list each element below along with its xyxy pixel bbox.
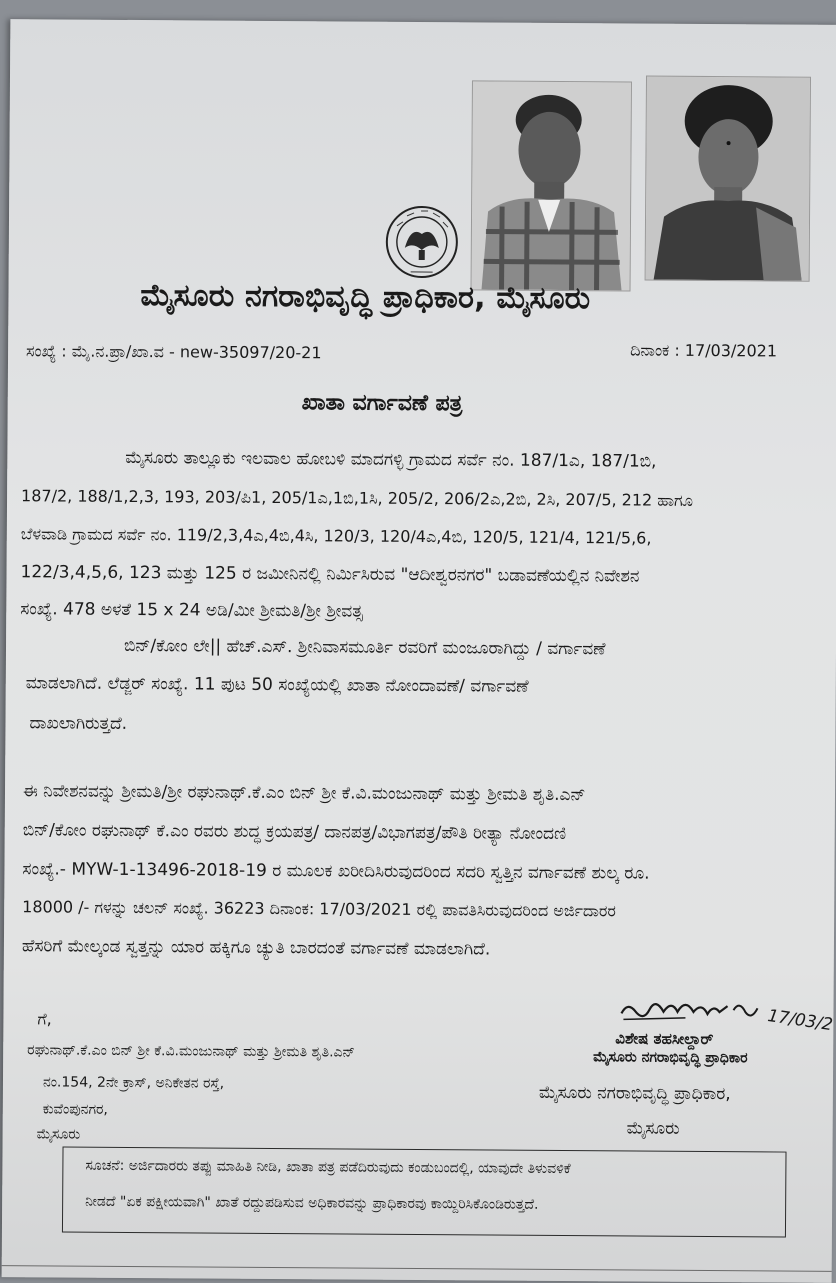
- paragraph-1-line: ಮೈಸೂರು ತಾಲ್ಲೂಕು ಇಲವಾಲ ಹೋಬಳಿ ಮಾದಗಳ್ಳಿ ಗ್ರಾಮದ ಸರ್ವೆ ನಂ. 187/1ಎ, 187/1ಬಿ,: [125, 448, 656, 472]
- paragraph-1-line: 122/3,4,5,6, 123 ಮತ್ತು 125 ರ ಜಮೀನಿನಲ್ಲಿ ನಿರ್ಮಿಸಿರುವ "ಆದೀಶ್ವರನಗರ" ಬಡಾವಣೆಯಲ್ಲಿನ ನಿವೇಶನ: [20, 562, 639, 586]
- authority-seal-emblem: [381, 204, 464, 281]
- disclaimer-note-box: [62, 1147, 787, 1238]
- document-subject: ಖಾತಾ ವರ್ಗಾವಣೆ ಪತ್ರ: [302, 390, 463, 416]
- paragraph-2-line: 18000 /- ಗಳನ್ನು ಚಲನ್ ಸಂಖ್ಯೆ. 36223 ದಿನಾಂಕ: 17/03/2021 ರಲ್ಲಿ ಪಾವತಿಸಿರುವುದರಿಂದ ಅರ್ಜಿದಾರರ: [22, 897, 616, 921]
- disclaimer-line: ಸೂಚನೆ: ಅರ್ಜಿದಾರರು ತಪ್ಪು ಮಾಹಿತಿ ನೀಡಿ, ಖಾತಾ ಪತ್ರ ಪಡೆದಿರುವುದು ಕಂಡುಬಂದಲ್ಲಿ, ಯಾವುದೇ ತಿಳುವಳಿಕೆ: [85, 1158, 570, 1177]
- paragraph-1-line: ಬಿನ್/ಕೋಂ ಲೇ|| ಹೆಚ್.ಎಸ್. ಶ್ರೀನಿವಾಸಮೂರ್ತಿ ರವರಿಗೆ ಮಂಜೂರಾಗಿದ್ದು / ವರ್ಗಾವಣೆ: [124, 636, 606, 659]
- paragraph-2-line: ಈ ನಿವೇಶನವನ್ನು ಶ್ರೀಮತಿ/ಶ್ರೀ ರಘುನಾಥ್.ಕೆ.ಎಂ ಬಿನ್ ಶ್ರೀ ಕೆ.ವಿ.ಮಂಜುನಾಥ್ ಮತ್ತು ಶ್ರೀಮತಿ ಶೃತಿ.ಎನ್: [23, 781, 586, 805]
- disclaimer-line: ನೀಡದೆ "ಏಕ ಪಕ್ಷೀಯವಾಗಿ" ಖಾತೆ ರದ್ದುಪಡಿಸುವ ಅಧಿಕಾರವನ್ನು ಪ್ರಾಧಿಕಾರವು ಕಾಯ್ದಿರಿಸಿಕೊಂಡಿರುತ್ತದೆ.: [85, 1194, 538, 1213]
- issue-date: ದಿನಾಂಕ : 17/03/2021: [630, 340, 777, 361]
- recipient-address-line: ಮೈಸೂರು: [37, 1126, 81, 1142]
- signature-date: 17/03/2: [766, 1006, 834, 1035]
- paragraph-2-line: ಹೆಸರಿಗೆ ಮೇಲ್ಕಂಡ ಸ್ವತ್ತನ್ನು ಯಾರ ಹಕ್ಕಿಗೂ ಚ್ಯುತಿ ಬಾರದಂತೆ ವರ್ಗಾವಣೆ ಮಾಡಲಾಗಿದೆ.: [22, 936, 490, 959]
- recipient-address-line: ನಂ.154, 2ನೇ ಕ್ರಾಸ್, ಅನಿಕೇತನ ರಸ್ತೆ,: [43, 1074, 224, 1091]
- authority-title: ಮೈಸೂರು ನಗರಾಭಿವೃದ್ಧಿ ಪ್ರಾಧಿಕಾರ, ಮೈಸೂರು: [140, 278, 590, 316]
- page-bottom-rule: [2, 1265, 832, 1272]
- signatory-city: ಮೈಸೂರು: [627, 1118, 680, 1138]
- paragraph-1-line: ದಾಖಲಾಗಿರುತ್ತದೆ.: [29, 713, 127, 734]
- applicant-photo-2: [645, 76, 811, 282]
- signatory-office-full: ಮೈಸೂರು ನಗರಾಭಿವೃದ್ಧಿ ಪ್ರಾಧಿಕಾರ,: [539, 1083, 731, 1104]
- signatory-office: ಮೈಸೂರು ನಗರಾಭಿವೃದ್ಧಿ ಪ್ರಾಧಿಕಾರ: [593, 1049, 747, 1066]
- reference-number: ಸಂಖ್ಯೆ : ಮೈ.ನ.ಪ್ರಾ/ಖಾ.ವ - new-35097/20-21: [26, 341, 322, 363]
- recipient-address-line: ರಘುನಾಥ್.ಕೆ.ಎಂ ಬಿನ್ ಶ್ರೀ ಕೆ.ವಿ.ಮಂಜುನಾಥ್ ಮತ್ತು ಶ್ರೀಮತಿ ಶೃತಿ.ಎನ್: [27, 1042, 355, 1060]
- signatory-designation: ವಿಶೇಷ ತಹಸೀಲ್ದಾರ್: [615, 1029, 713, 1048]
- paragraph-1-line: 187/2, 188/1,2,3, 193, 203/ಪಿ1, 205/1ಎ,1ಬಿ,1ಸಿ, 205/2, 206/2ಎ,2ಬಿ, 2ಸಿ, 207/5, 212 ಹಾಗೂ: [21, 486, 693, 511]
- paragraph-1-line: ಮಾಡಲಾಗಿದೆ. ಲೆಡ್ಜರ್ ಸಂಖ್ಯೆ. 11 ಪುಟ 50 ಸಂಖ್ಯೆಯಲ್ಲಿ ಖಾತಾ ನೋಂದಾವಣೆ/ ವರ್ಗಾವಣೆ: [26, 673, 529, 697]
- paragraph-1-line: ಸಂಖ್ಯೆ. 478 ಅಳತೆ 15 x 24 ಅಡಿ/ಮೀ ಶ್ರೀಮತಿ/ಶ್ರೀ ಶ್ರೀವತ್ಸ: [20, 599, 363, 621]
- applicant-photo-1: [471, 80, 632, 291]
- paragraph-1-line: ಬೆಳವಾಡಿ ಗ್ರಾಮದ ಸರ್ವೆ ನಂ. 119/2,3,4ಎ,4ಬಿ,4ಸಿ, 120/3, 120/4ಎ,4ಬಿ, 120/5, 121/4, 121/5,6,: [21, 524, 652, 548]
- paragraph-2-line: ಸಂಖ್ಯೆ.- MYW-1-13496-2018-19 ರ ಮೂಲಕ ಖರೀದಿಸಿರುವುದರಿಂದ ಸದರಿ ಸ್ವತ್ತಿನ ವರ್ಗಾವಣೆ ಶುಲ್ಕ ರೂ.: [22, 859, 649, 883]
- document-sheet: [2, 19, 836, 1283]
- recipient-address-line: ಕುವೆಂಪುನಗರ,: [43, 1101, 108, 1117]
- paragraph-2-line: ಬಿನ್/ಕೋಂ ರಘುನಾಥ್ ಕೆ.ಎಂ ರವರು ಶುದ್ಧ ಕ್ರಯಪತ್ರ/ ದಾನಪತ್ರ/ವಿಭಾಗಪತ್ರ/ಪೌತಿ ರೀತ್ಯಾ ನೋಂದಣಿ: [23, 820, 566, 844]
- recipient-salutation: ಗೆ,: [37, 1009, 52, 1029]
